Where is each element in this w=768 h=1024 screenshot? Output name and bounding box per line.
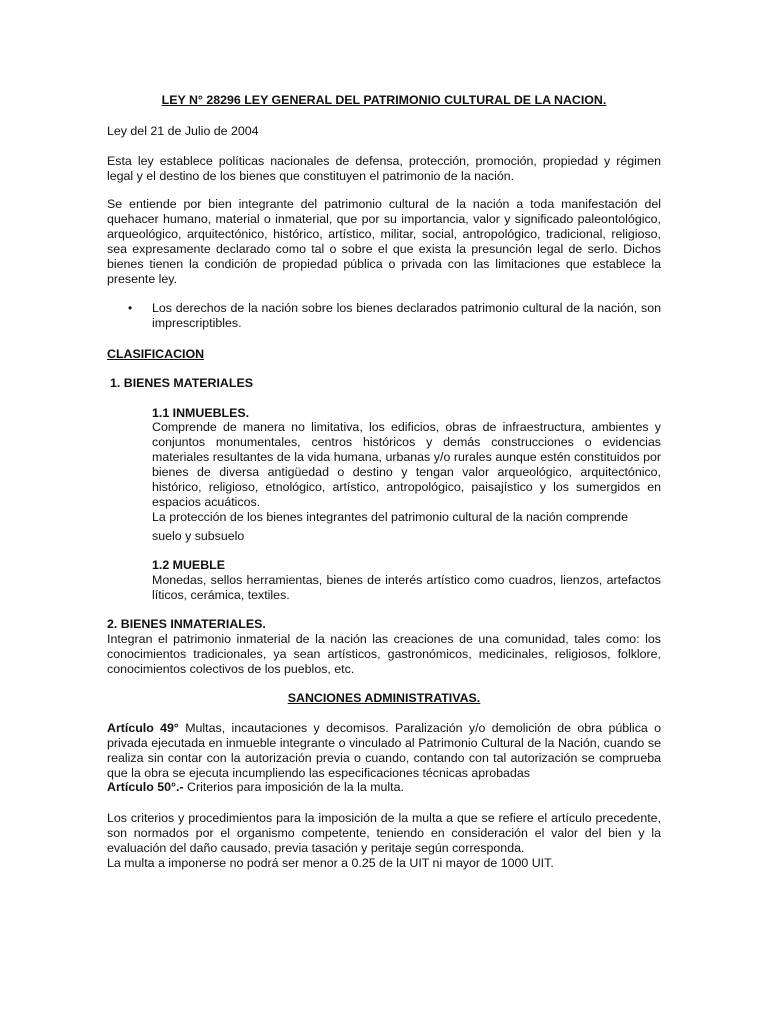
inmuebles-protection-line1: La protección de los bienes integrantes del patrimonio cultural de la nación comprende xyxy=(152,510,628,524)
document-title: LEY N° 28296 LEY GENERAL DEL PATRIMONIO CULTURAL DE LA NACION. xyxy=(161,93,607,107)
article-50-text: Criterios para imposición de la la multa. xyxy=(183,780,404,794)
article-49 xyxy=(107,721,661,781)
subsection-heading-mueble: 1.2 MUEBLE xyxy=(152,558,225,572)
mueble-text: Monedas, sellos herramientas, bienes de interés artístico como cuadros, lienzos, artefactos líticos, cerámica, textiles. xyxy=(152,573,661,602)
article-50 xyxy=(107,780,661,795)
article-49-label: Artículo 49° xyxy=(107,721,179,735)
paragraph-definition: Se entiende por bien integrante del patrimonio cultural de la nación a toda manifestación del quehacer humano, material o inmaterial, que por su importancia, valor y significado paleontológico, arqueológico, arquitectónico, histórico, artístico, militar, social, antropológico, tradicional, religioso, sea expresamente declarado como tal o sobre el que exista la presunción legal de serlo. Dichos bienes tienen la condición de propiedad pública o privada con las limitaciones que establece la presente ley. xyxy=(107,197,661,286)
inmuebles-protection-line2: suelo y subsuelo xyxy=(152,529,245,543)
bullet-item: Los derechos de la nación sobre los bienes declarados patrimonio cultural de la nación, son imprescriptibles. xyxy=(152,301,661,330)
paragraph-intro: Esta ley establece políticas nacionales de defensa, protección, promoción, propiedad y régimen legal y el destino de los bienes que constituyen el patrimonio de la nación. xyxy=(107,154,661,183)
inmateriales-text: Integran el patrimonio inmaterial de la nación las creaciones de una comunidad, tales como: los conocimientos tradicionales, ya sean artísticos, gastronómicos, medicinales, religiosos, folklore, conocimientos colectivos de los pueblos, etc. xyxy=(107,632,661,676)
section-heading-clasificacion: CLASIFICACION xyxy=(107,347,205,361)
section-heading-bienes-inmateriales: 2. BIENES INMATERIALES. xyxy=(107,617,266,631)
section-heading-sanciones: SANCIONES ADMINISTRATIVAS. xyxy=(287,691,481,705)
subsection-heading-inmuebles: 1.1 INMUEBLES. xyxy=(152,406,250,420)
date-line: Ley del 21 de Julio de 2004 xyxy=(107,124,259,138)
paragraph-multa: La multa a imponerse no podrá ser menor a 0.25 de la UIT ni mayor de 1000 UIT. xyxy=(107,856,554,870)
paragraph-criterios: Los criterios y procedimientos para la imposición de la multa a que se refiere el artículo precedente, son normados por el organismo competente, teniendo en consideración el valor del bien y la evaluación del daño causado, previa tasación y peritaje según corresponda. xyxy=(107,811,661,855)
article-50-label: Artículo 50°.- xyxy=(107,780,184,794)
article-49-text: Multas, incautaciones y decomisos. Paralización y/o demolición de obra pública o privada ejecutada en inmueble integrante o vinculado al Patrimonio Cultural de la Nación, cuando se realiza sin contar con la autorización previa o cuando, contando con tal autorización se comprueba que la obra se ejecuta incumpliendo las especificaciones técnicas aprobadas xyxy=(107,721,661,780)
bullet-icon: • xyxy=(128,301,133,315)
inmuebles-text: Comprende de manera no limitativa, los edificios, obras de infraestructura, ambientes y conjuntos monumentales, centros históricos y demás construcciones o evidencias materiales resultantes de la vida humana, urbanas y/o rurales aunque estén constituidos por bienes de diversa antigüedad o destino y tengan valor arqueológico, arquitectónico, histórico, religioso, etnológico, artístico, antropológico, paisajístico y los sumergidos en espacios acuáticos. xyxy=(152,420,661,509)
section-heading-bienes-materiales: 1. BIENES MATERIALES xyxy=(110,376,253,390)
